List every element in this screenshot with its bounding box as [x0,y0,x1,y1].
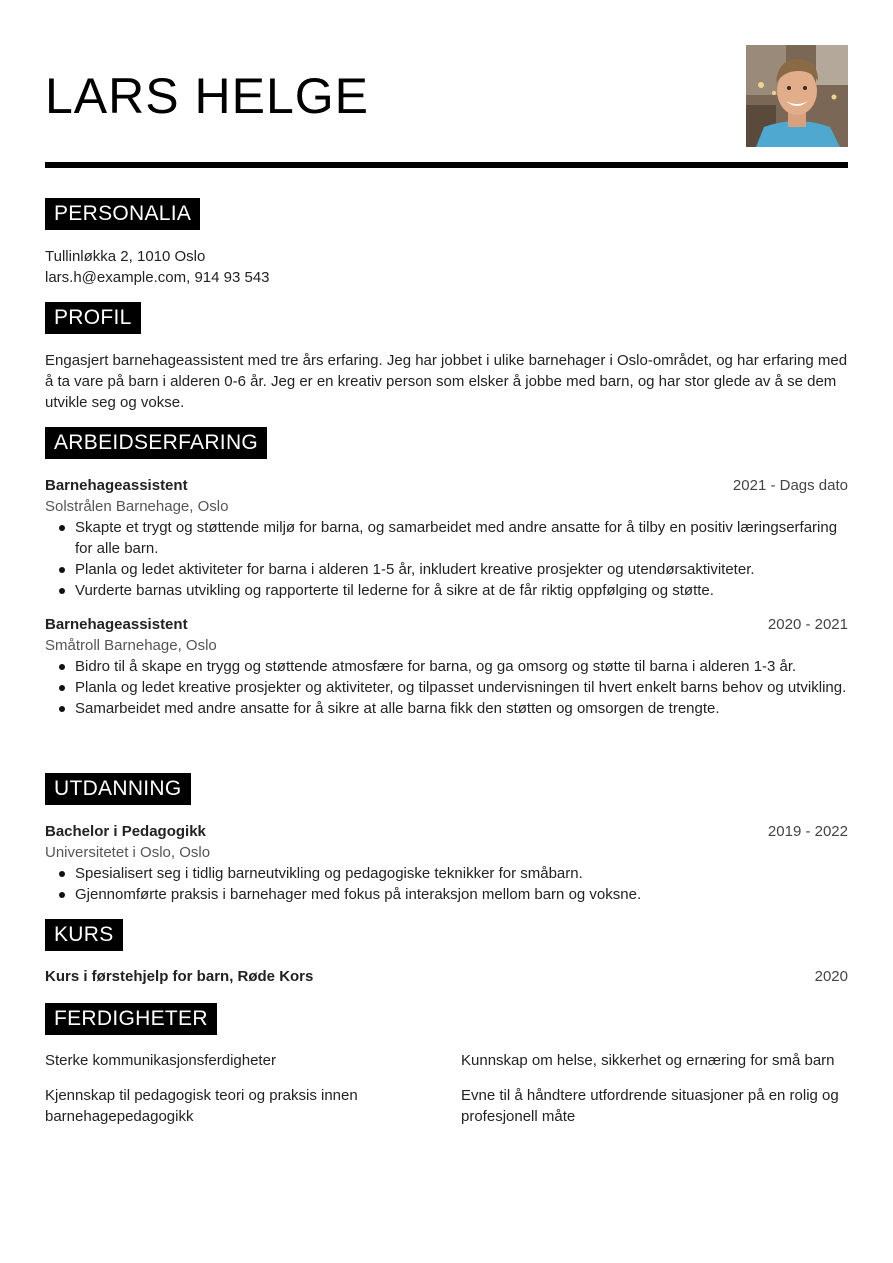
section-title-profil: PROFIL [45,302,141,334]
section-profil [45,302,141,334]
course-year: 2020 [814,968,848,985]
education-details [45,863,848,905]
profile-photo [746,45,848,147]
job-duties [45,517,848,601]
section-title-arbeidserfaring: ARBEIDSERFARING [45,427,267,459]
personalia-content [45,246,848,288]
skills-grid [45,1050,848,1127]
profile-summary: Engasjert barnehageassistent med tre års erfaring. Jeg har jobbet i ulike barnehager i Oslo-området, og har erfaring med å ta vare på barn i alderen 0-6 år. Jeg er en kreativ person som elsker å jobbe med barn, og har stor glede av å se dem utvikle seg og vokse. [45,352,848,411]
skill-item: Kjennskap til pedagogisk teori og praksis innen barnehagepedagogikk [45,1087,358,1125]
education-date: 2019 - 2022 [767,823,848,840]
duty-item: Vurderte barnas utvikling og rapporterte til lederne for å sikre at de får riktig oppfølging og støtte. [75,580,848,601]
job-employer: Solstrålen Barnehage, Oslo [45,498,229,515]
job-entry [45,614,848,719]
education-item: Spesialisert seg i tidlig barneutvikling og pedagogiske teknikker for småbarn. [75,863,848,884]
duty-item: Bidro til å skape en trygg og støttende atmosfære for barna, og ga omsorg og støtte til barna i alderen 1-3 år. [75,656,848,677]
course-name: Kurs i førstehjelp for barn, Røde Kors [45,968,314,985]
section-title-kurs: KURS [45,919,123,951]
job-title: Barnehageassistent [45,616,188,633]
address: Tullinløkka 2, 1010 Oslo [45,248,206,265]
section-title-ferdigheter: FERDIGHETER [45,1003,217,1035]
job-duties [45,656,848,719]
job-employer: Småtroll Barnehage, Oslo [45,637,217,654]
duty-item: Planla og ledet aktiviteter for barna i alderen 1-5 år, inkludert kreative prosjekter og utendørsaktiviteter. [75,559,848,580]
section-utdanning [45,773,191,805]
duty-item: Samarbeidet med andre ansatte for å sikre at alle barna fikk den støtten og omsorgen de trengte. [75,698,848,719]
job-title: Barnehageassistent [45,477,188,494]
job-header [45,475,848,496]
section-title-personalia: PERSONALIA [45,198,200,230]
section-ferdigheter [45,1003,217,1035]
candidate-name: LARS HELGE [45,68,370,124]
resume-header [45,0,848,168]
skill-item: Sterke kommunikasjonsferdigheter [45,1052,276,1069]
skill-item: Evne til å håndtere utfordrende situasjoner på en rolig og profesjonell måte [461,1087,839,1125]
job-date: 2021 - Dags dato [732,477,848,494]
degree-title: Bachelor i Pedagogikk [45,823,206,840]
education-item: Gjennomførte praksis i barnehager med fokus på interaksjon mellom barn og voksne. [75,884,848,905]
section-title-utdanning: UTDANNING [45,773,191,805]
duty-item: Skapte et trygt og støttende miljø for barna, og samarbeidet med andre ansatte for å tilby en positiv læringserfaring for alle barn. [75,517,848,559]
education-entry [45,821,848,905]
section-kurs [45,919,123,951]
job-date: 2020 - 2021 [767,616,848,633]
header-divider [45,162,848,168]
contact-info: lars.h@example.com, 914 93 543 [45,269,270,286]
job-header [45,614,848,635]
section-personalia [45,198,200,230]
profil-content [45,350,848,413]
job-entry [45,475,848,601]
profile-photo-image [746,45,848,147]
section-arbeidserfaring [45,427,267,459]
duty-item: Planla og ledet kreative prosjekter og aktiviteter, og tilpasset undervisningen til hvert enkelt barns behov og utvikling. [75,679,847,696]
resume-page [45,0,848,1125]
course-entry [45,966,848,987]
school-name: Universitetet i Oslo, Oslo [45,844,211,861]
education-header [45,821,848,842]
skill-item: Kunnskap om helse, sikkerhet og ernæring for små barn [461,1052,835,1069]
